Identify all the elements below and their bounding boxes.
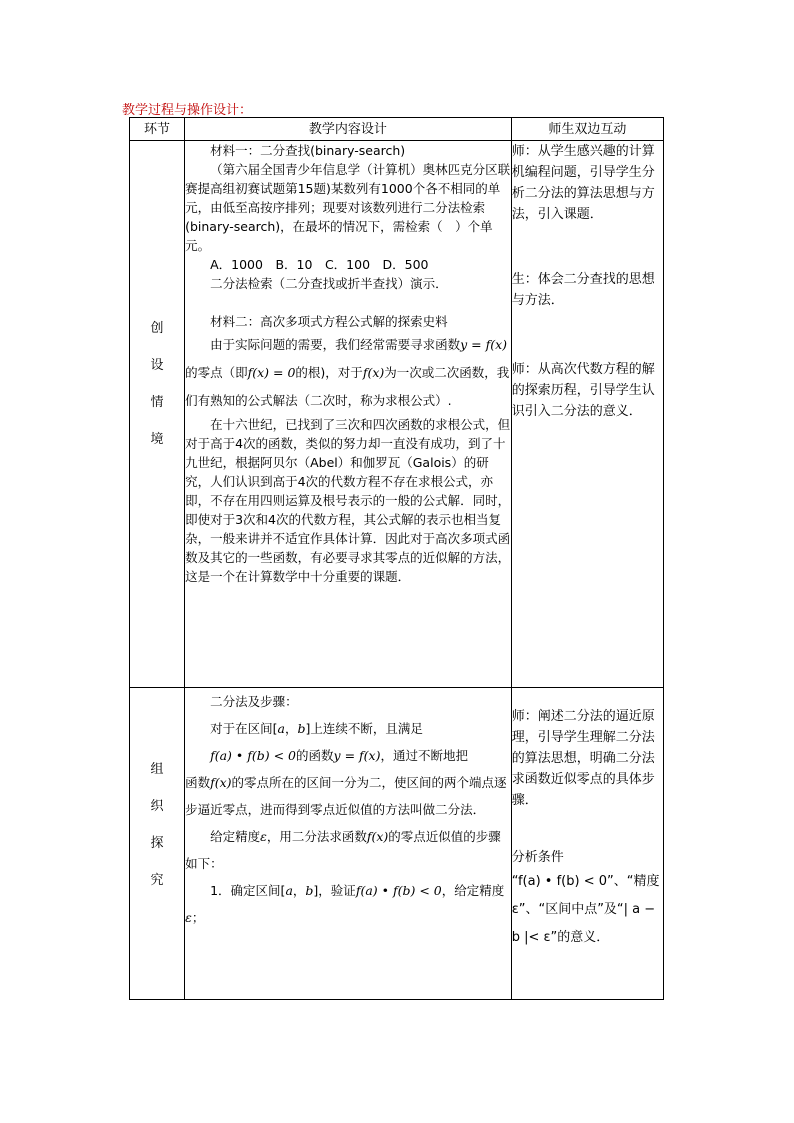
header-row [130, 118, 664, 141]
bisection-steps-intro: 给定精度ε，用二分法求函数f(x)的零点近似值的步骤如下： [185, 829, 501, 871]
header-interaction: 师生双边互动 [511, 118, 663, 141]
row-organize-explore [130, 688, 664, 1000]
teacher-note-1: 师：从学生感兴趣的计算机编程问题，引导学生分析二分法的算法思想与方法，引入课题． [511, 144, 655, 222]
interaction-organize-explore [511, 688, 663, 1000]
binary-search-demo: 二分法检索（二分查找或折半查找）演示． [210, 276, 448, 291]
teacher-note-2: 师：从高次代数方程的解的探索历程，引导学生认识引入二分法的意义． [511, 362, 655, 419]
label-char: 探 [150, 836, 164, 851]
material-two-intro: 由于实际问题的需要，我们经常需要寻求函数y = f(x)的零点（即f(x) = 0的根)，对于f(x)为一次或二次函数，我们有熟知的公式解法（二次时，称为求根公式）. [185, 337, 510, 408]
label-char: 织 [150, 799, 164, 814]
header-content-design: 教学内容设计 [185, 118, 512, 141]
label-char: 组 [150, 762, 164, 777]
label-char: 究 [150, 873, 164, 888]
label-char: 情 [150, 395, 164, 410]
analysis-title: 分析条件 [511, 850, 564, 865]
teacher-note-3: 师：阐述二分法的逼近原理，引导学生理解二分法的算法思想，明确二分法求函数近似零点的具体步骤． [511, 709, 655, 808]
content-organize-explore [185, 688, 512, 1000]
row-create-situation [130, 141, 664, 688]
bisection-step-1: 1．确定区间[a，b]，验证f(a) • f(b) < 0，给定精度ε； [185, 883, 505, 925]
content-create-situation [185, 141, 512, 688]
material-one-options: A．1000 B．10 C．100 D．500 [210, 257, 429, 272]
label-char: 设 [150, 358, 164, 373]
student-note-1: 生：体会二分查找的思想与方法． [511, 272, 655, 308]
analysis-conditions: “f(a) • f(b) < 0”、“精度 ε”、“区间中点”及“| a − b |< ε”的意义． [511, 874, 660, 945]
section-heading: 教学过程与操作设计： [122, 103, 253, 118]
material-two-title: 材料二：高次多项式方程公式解的探索史料 [210, 314, 448, 329]
stage-label-create-situation [130, 141, 185, 688]
label-char: 创 [150, 321, 164, 336]
material-two-history: 在十六世纪，已找到了三次和四次函数的求根公式，但对于高于4次的函数，类似的努力却一直没有成功，到了十九世纪，根据阿贝尔（Abel）和伽罗瓦（Galois）的研究，人们认识到高于4次的代数方程不存在求根公式，亦即，不存在用四则运算及根号表示的一般的公式解．同时，即使对于3次和4次的代数方程，其公式解的表示也相当复杂，一般来讲并不适宜作具体计算．因此对于高次多项式函数及其它的一些函数，有必要寻求其零点的近似解的方法，这是一个在计算数学中十分重要的课题． [185, 417, 511, 584]
interaction-create-situation [511, 141, 663, 688]
label-char: 境 [150, 432, 164, 447]
stage-label-organize-explore [130, 688, 185, 1000]
bisection-definition: 对于在区间[a，b]上连续不断，且满足 f(a) • f(b) < 0的函数y = f(x)，通过不断地把 函数f(x)的零点所在的区间一分为二，使区间的两个端点逐步逼近零点，进而得到零点近似值的方法叫做二分法． [185, 721, 507, 817]
material-one-question: （第六届全国青少年信息学（计算机）奥林匹克分区联赛提高组初赛试题第15题)某数列有1000个各不相同的单元，由低至高按序排列；现要对该数列进行二分法检索(binary-search)，在最坏的情况下，需检索（ ）个单元。 [185, 162, 511, 253]
bisection-title: 二分法及步骤： [210, 694, 298, 709]
material-one-title: 材料一：二分查找(binary-search) [210, 143, 406, 158]
header-stage: 环节 [130, 118, 185, 141]
lesson-table [129, 117, 664, 1000]
